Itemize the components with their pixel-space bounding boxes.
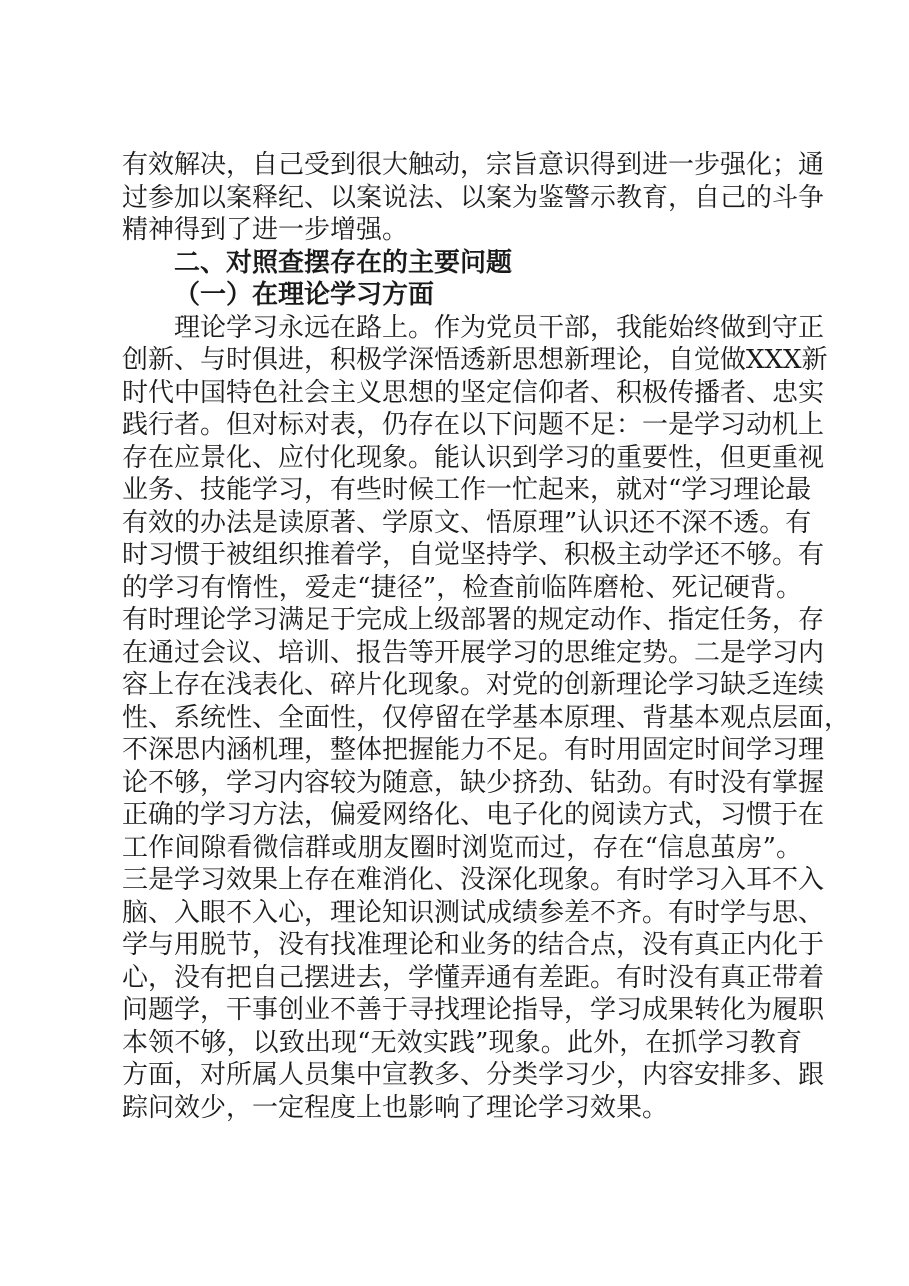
section-heading: 二、对照查摆存在的主要问题 (174, 247, 513, 278)
body-line: 性、系统性、全面性，仅停留在学基本原理、背基本观点层面， (122, 702, 851, 733)
body-line: 不深思内涵机理，整体把握能力不足。有时用固定时间学习理 (122, 735, 825, 765)
intro-line: 过参加以案释纪、以案说法、以案为鉴警示教育，自己的斗争 (122, 182, 825, 213)
document-body (122, 149, 851, 1124)
body-line: 存在应景化、应付化现象。能认识到学习的重要性，但更重视 (122, 442, 825, 473)
body-line: 理论学习永远在路上。作为党员干部，我能始终做到守正 (174, 312, 825, 343)
body-line: 问题学，干事创业不善于寻找理论指导，学习成果转化为履职 (122, 995, 825, 1025)
body-line: 心，没有把自己摆进去，学懂弄通有差距。有时没有真正带着 (122, 962, 825, 993)
body-line: 脑、入眼不入心，理论知识测试成绩参差不齐。有时学与思、 (122, 897, 825, 928)
subsection-heading: （一）在理论学习方面 (174, 280, 435, 310)
body-line: 论不够，学习内容较为随意，缺少挤劲、钻劲。有时没有掌握 (122, 767, 825, 798)
body-line: 的学习有惰性，爱走“捷径”，检查前临阵磨枪、死记硬背。 (122, 572, 802, 603)
body-line: 容上存在浅表化、碎片化现象。对党的创新理论学习缺乏连续 (122, 670, 825, 700)
body-line: 学与用脱节，没有找准理论和业务的结合点，没有真正内化于 (122, 930, 825, 960)
body-line: 创新、与时俱进，积极学深悟透新思想新理论，自觉做XXX新 (122, 345, 828, 375)
body-line: 时代中国特色社会主义思想的坚定信仰者、积极传播者、忠实 (122, 377, 825, 408)
body-line: 在通过会议、培训、报告等开展学习的思维定势。二是学习内 (122, 637, 825, 668)
body-line: 正确的学习方法，偏爱网络化、电子化的阅读方式，习惯于在 (122, 800, 825, 830)
body-line: 有效的办法是读原著、学原文、悟原理”认识还不深不透。有 (122, 507, 812, 538)
body-line: 踪问效少，一定程度上也影响了理论学习效果。 (122, 1092, 669, 1123)
body-line: 时习惯于被组织推着学，自觉坚持学、积极主动学还不够。有 (122, 540, 825, 570)
body-line: 业务、技能学习，有些时候工作一忙起来，就对“学习理论最 (122, 475, 812, 505)
body-line: 三是学习效果上存在难消化、没深化现象。有时学习入耳不入 (122, 865, 825, 895)
intro-line: 精神得到了进一步增强。 (122, 215, 409, 245)
body-line: 践行者。但对标对表，仍存在以下问题不足：一是学习动机上 (122, 410, 825, 440)
body-line: 工作间隙看微信群或朋友圈时浏览而过，存在“信息茧房”。 (122, 832, 802, 863)
intro-line: 有效解决，自己受到很大触动，宗旨意识得到进一步强化；通 (122, 150, 825, 180)
body-line: 方面，对所属人员集中宣教多、分类学习少，内容安排多、跟 (122, 1060, 825, 1090)
body-line: 有时理论学习满足于完成上级部署的规定动作、指定任务，存 (122, 605, 825, 635)
body-line: 本领不够，以致出现“无效实践”现象。此外，在抓学习教育 (122, 1027, 802, 1058)
